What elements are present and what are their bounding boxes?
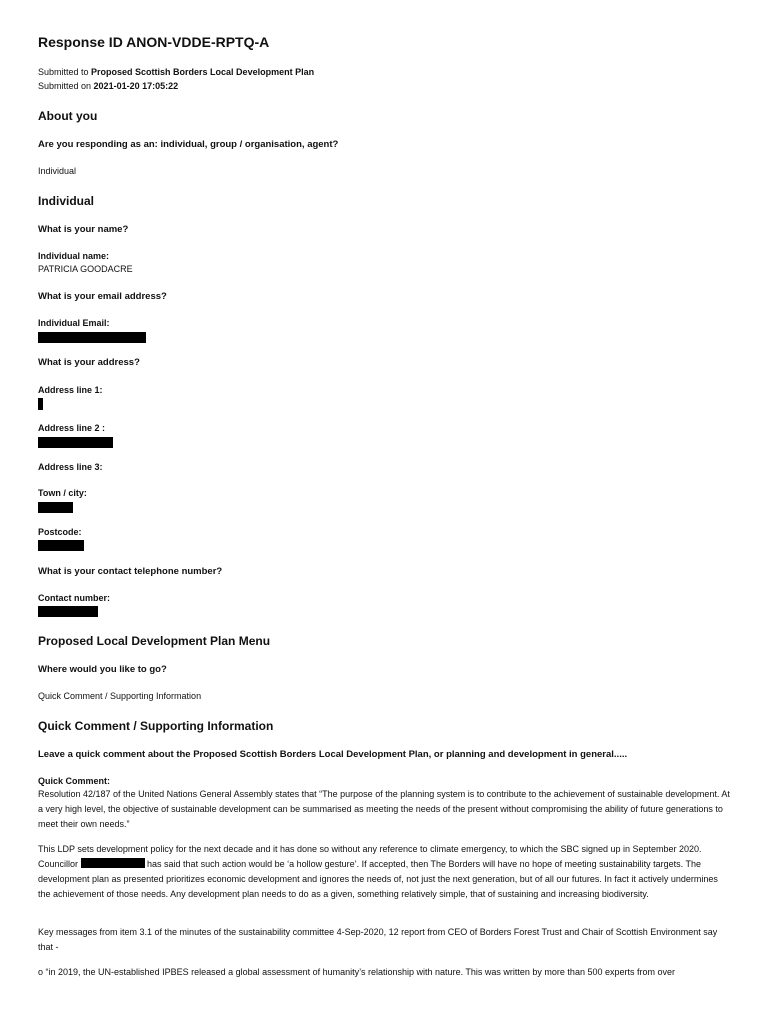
menu-answer: Quick Comment / Supporting Information xyxy=(38,691,202,701)
postcode-label: Postcode: xyxy=(38,527,82,537)
menu-question: Where would you like to go? xyxy=(38,664,167,675)
comment-paragraph-2: This LDP sets development policy for the next decade and it has done so without any reference to climate emergency, to which the SBC signed up in September 2020. Councillor has said that such action would be ‘a hollow gesture’. If accepted, then The Borders will have no hope of meeting sustainability targets. The development plan as presented prioritizes economic development and ignores the needs of, not just the next generation, but of all our futures. In fact it actively undermines the achievement of those needs. Any development plan needs to do as a given, something relatively simple, that of sustaining and increasing biodiversity. xyxy=(38,844,718,899)
phone-question: What is your contact telephone number? xyxy=(38,566,223,577)
comment-paragraph-4: o “in 2019, the UN-established IPBES released a global assessment of humanity’s relationship with nature. This was written by more than 500 experts from over xyxy=(38,967,675,977)
respondent-type-question: Are you responding as an: individual, group / organisation, agent? xyxy=(38,139,339,150)
address-line2-label: Address line 2 : xyxy=(38,423,106,433)
councillor-name-redaction xyxy=(81,858,145,868)
email-label: Individual Email: xyxy=(38,318,110,328)
quick-comment-question: Leave a quick comment about the Proposed Scottish Borders Local Development Plan, or planning and development in general..... xyxy=(38,749,628,760)
page-title: Response ID ANON-VDDE-RPTQ-A xyxy=(38,34,270,50)
submitted-to: Submitted to Proposed Scottish Borders Local Development Plan xyxy=(38,67,315,77)
submitted-to-value: Proposed Scottish Borders Local Development Plan xyxy=(91,67,315,77)
respondent-type-answer: Individual xyxy=(38,166,77,176)
address-line1-label: Address line 1: xyxy=(38,385,103,395)
address-line1-redaction xyxy=(38,398,43,410)
email-redaction xyxy=(38,332,146,343)
phone-label: Contact number: xyxy=(38,593,110,603)
name-question: What is your name? xyxy=(38,224,129,235)
town-redaction xyxy=(38,502,73,513)
name-label: Individual name: xyxy=(38,251,110,261)
comment-paragraph-3: Key messages from item 3.1 of the minutes of the sustainability committee 4-Sep-2020, 12 report from CEO of Borders Forest Trust and Chair of Scottish Environment say that - xyxy=(38,927,718,952)
quick-comment-label: Quick Comment: xyxy=(38,776,111,786)
phone-redaction xyxy=(38,606,98,617)
address-question: What is your address? xyxy=(38,357,140,368)
email-question: What is your email address? xyxy=(38,291,167,302)
submitted-on-value: 2021-01-20 17:05:22 xyxy=(93,81,179,91)
address-line3-label: Address line 3: xyxy=(38,462,103,472)
postcode-redaction xyxy=(38,540,84,551)
about-you-heading: About you xyxy=(38,109,98,123)
address-line2-redaction xyxy=(38,437,113,448)
comment-paragraph-1: Resolution 42/187 of the United Nations General Assembly states that “The purpose of the planning system is to contribute to the achievement of sustainable development. At a very high level, the objective of sustainable development can be summarised as meeting the needs of the present without compromising the ability of future generations to meet their own needs.” xyxy=(38,789,730,829)
submitted-on: Submitted on 2021-01-20 17:05:22 xyxy=(38,81,179,91)
quick-comment-heading: Quick Comment / Supporting Information xyxy=(38,719,274,733)
menu-heading: Proposed Local Development Plan Menu xyxy=(38,634,271,648)
town-label: Town / city: xyxy=(38,488,87,498)
individual-heading: Individual xyxy=(38,194,95,208)
name-value: PATRICIA GOODACRE xyxy=(38,264,133,274)
